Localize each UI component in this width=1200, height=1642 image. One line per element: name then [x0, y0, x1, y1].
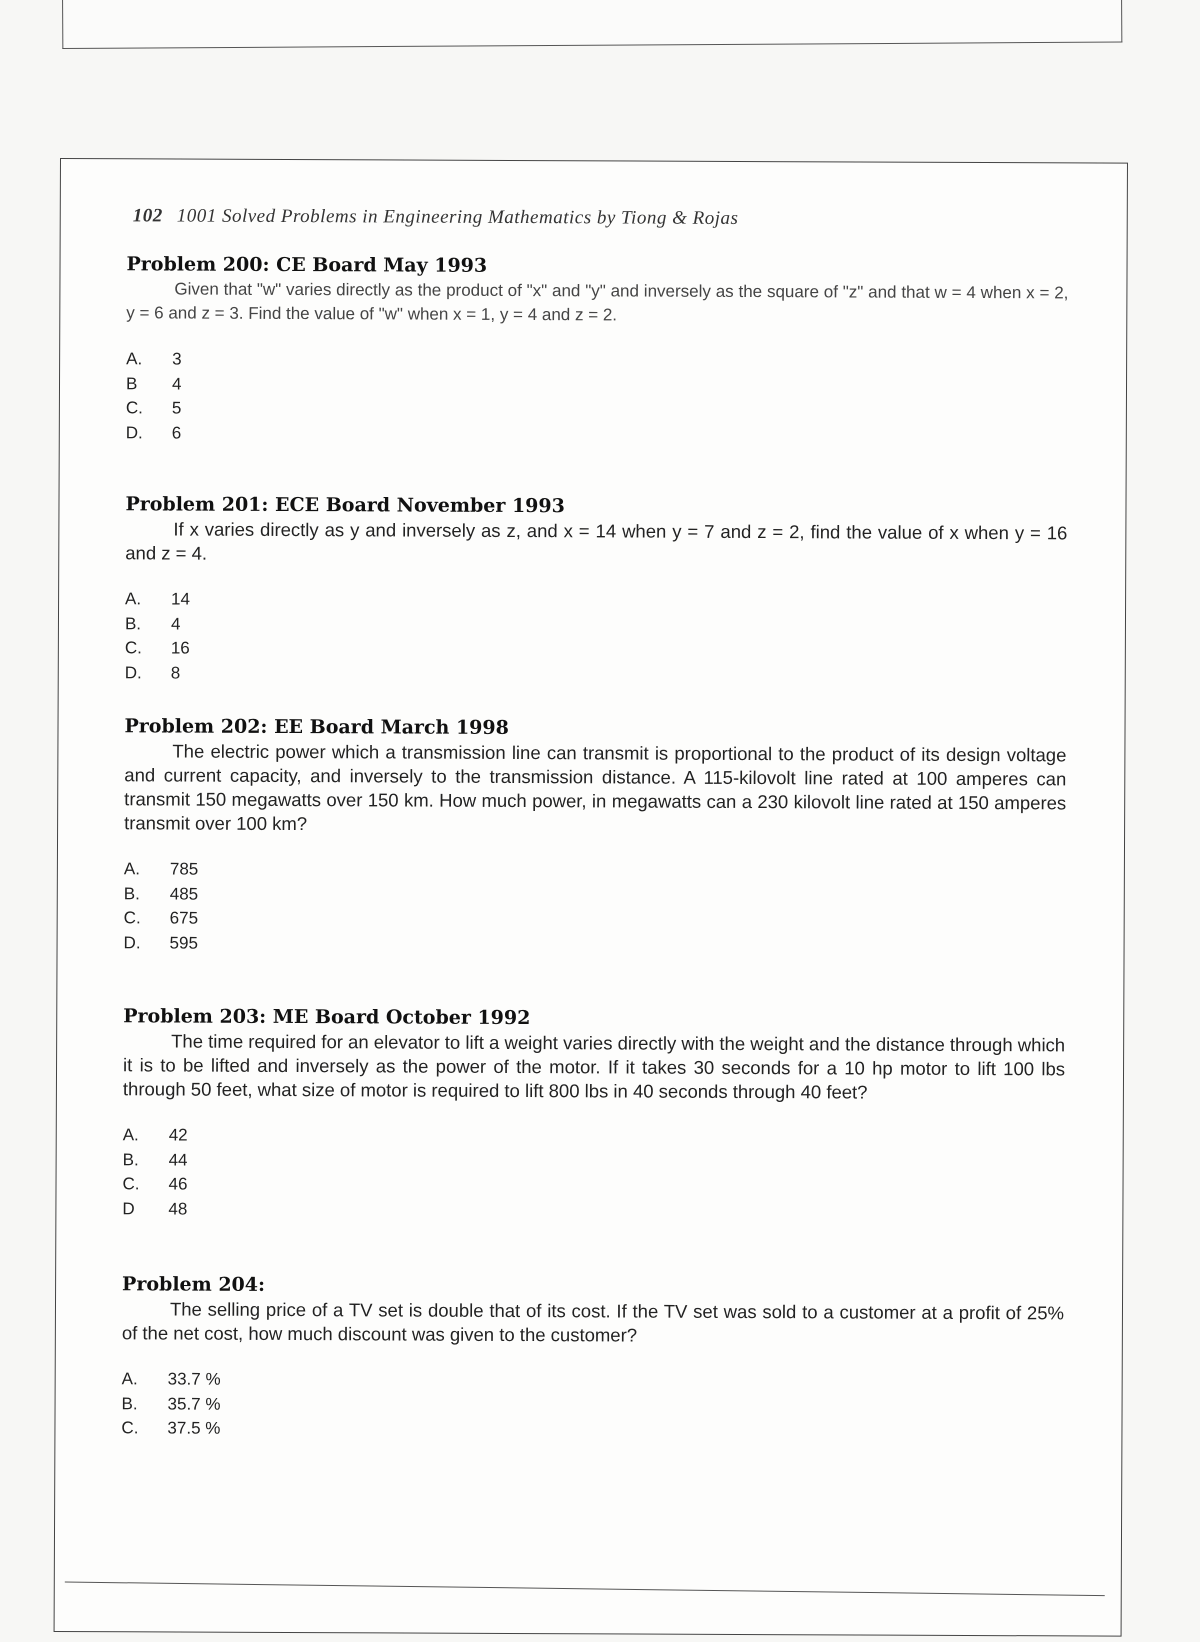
choice-value: 37.5 %: [167, 1418, 221, 1438]
choice-value: 48: [168, 1198, 188, 1219]
choice-letter: A.: [121, 1369, 138, 1389]
problem-title: Problem 201: ECE Board November 1993: [125, 493, 565, 518]
choice-value: 6: [171, 422, 182, 443]
choice-letter: B.: [124, 613, 142, 633]
choice-letter: A.: [125, 589, 142, 609]
choice-value: 42: [168, 1125, 188, 1145]
choice-value: 3: [172, 349, 182, 369]
choice-letter: A.: [122, 1125, 139, 1145]
page-bottom-rule: [65, 1581, 1105, 1596]
choice-d: [124, 931, 1066, 960]
choice-value: 8: [170, 662, 181, 683]
problem-text: The electric power which a transmission line can transmit is proportional to the product of its design voltage and current capacity, and inversely to the transmission distance. A 115-kilovolt line rated at 100 amperes can transmit 150 megawatts over 150 km. How much power, in megawatts can a 230 kilovolt line rated at 150 amperes transmit over 100 km?: [124, 740, 1067, 835]
choice-d: [122, 1197, 1064, 1226]
previous-page-edge: [62, 0, 1122, 49]
problem-204: [121, 1273, 1064, 1445]
choice-letter: B.: [121, 1393, 138, 1413]
choice-letter: C.: [121, 1418, 139, 1438]
choice-letter: D: [122, 1198, 135, 1218]
choice-letter: C.: [122, 1174, 140, 1194]
choice-letter: D.: [123, 932, 141, 952]
choice-list: [121, 1367, 1063, 1445]
choice-value: 4: [171, 373, 182, 394]
choice-list: [126, 347, 1068, 449]
problem-text: Given that "w" varies directly as the product of "x" and "y" and inversely as the square of "z" and that w = 4 when x = 2, y = 6 and z = 3. Find the value of "w" when x = 1, y = 4 and z = 2.: [126, 279, 1069, 325]
book-title: 1001 Solved Problems in Engineering Mathematics by Tiong & Rojas: [176, 205, 739, 229]
page-number: 102: [132, 205, 163, 227]
choice-value: 5: [171, 398, 182, 418]
choice-letter: C.: [123, 908, 141, 928]
choice-d: [126, 421, 1068, 450]
problem-text: The selling price of a TV set is double that of its cost. If the TV set was sold to a customer at a profit of 25% of the net cost, how much discount was given to the customer?: [121, 1298, 1065, 1346]
choice-value: 785: [169, 859, 199, 879]
choice-letter: B.: [123, 883, 140, 903]
choice-value: 46: [168, 1174, 188, 1194]
choice-value: 33.7 %: [167, 1369, 221, 1389]
problem-title: Problem 203: ME Board October 1992: [123, 1005, 531, 1030]
problem-201: [125, 493, 1068, 689]
choice-letter: B: [125, 373, 138, 393]
book-page: [54, 158, 1128, 1637]
choice-value: 16: [170, 638, 190, 658]
problem-title: Problem 200: CE Board May 1993: [126, 253, 488, 277]
choice-value: 35.7 %: [167, 1393, 221, 1414]
choice-list: [124, 857, 1066, 959]
choice-value: 14: [171, 589, 191, 609]
choice-letter: D.: [125, 422, 143, 442]
choice-letter: A.: [126, 349, 143, 369]
problem-text: The time required for an elevator to lift a weight varies directly with the weight and the distance through which it is to be lifted and inversely as the power of the motor. If it takes 30 seconds for a 10 hp motor to lift 100 lbs through 50 feet, what size of motor is required to lift 800 lbs in 40 seconds through 40 feet?: [122, 1030, 1066, 1103]
choice-c: [121, 1416, 1063, 1445]
choice-value: 44: [168, 1149, 188, 1170]
problem-200: [126, 253, 1069, 449]
choice-letter: D.: [124, 662, 142, 682]
problem-text: If x varies directly as y and inversely as z, and x = 14 when y = 7 and z = 2, find the value of x when y = 16 and z = 4.: [125, 518, 1068, 564]
choice-value: 4: [170, 613, 181, 634]
choice-value: 485: [169, 883, 199, 904]
choice-letter: C.: [125, 398, 143, 418]
problem-202: [124, 715, 1067, 959]
running-header: [133, 205, 739, 230]
problem-title: Problem 202: EE Board March 1998: [124, 715, 509, 739]
problem-203: [122, 1005, 1065, 1225]
choice-value: 595: [169, 932, 198, 953]
choice-list: [125, 587, 1067, 689]
choice-list: [122, 1123, 1064, 1225]
choice-value: 675: [169, 908, 199, 928]
problem-title: Problem 204:: [122, 1273, 266, 1296]
choice-letter: B.: [122, 1149, 139, 1169]
choice-d: [125, 661, 1067, 690]
choice-letter: C.: [124, 638, 142, 658]
choice-letter: A.: [123, 859, 141, 879]
